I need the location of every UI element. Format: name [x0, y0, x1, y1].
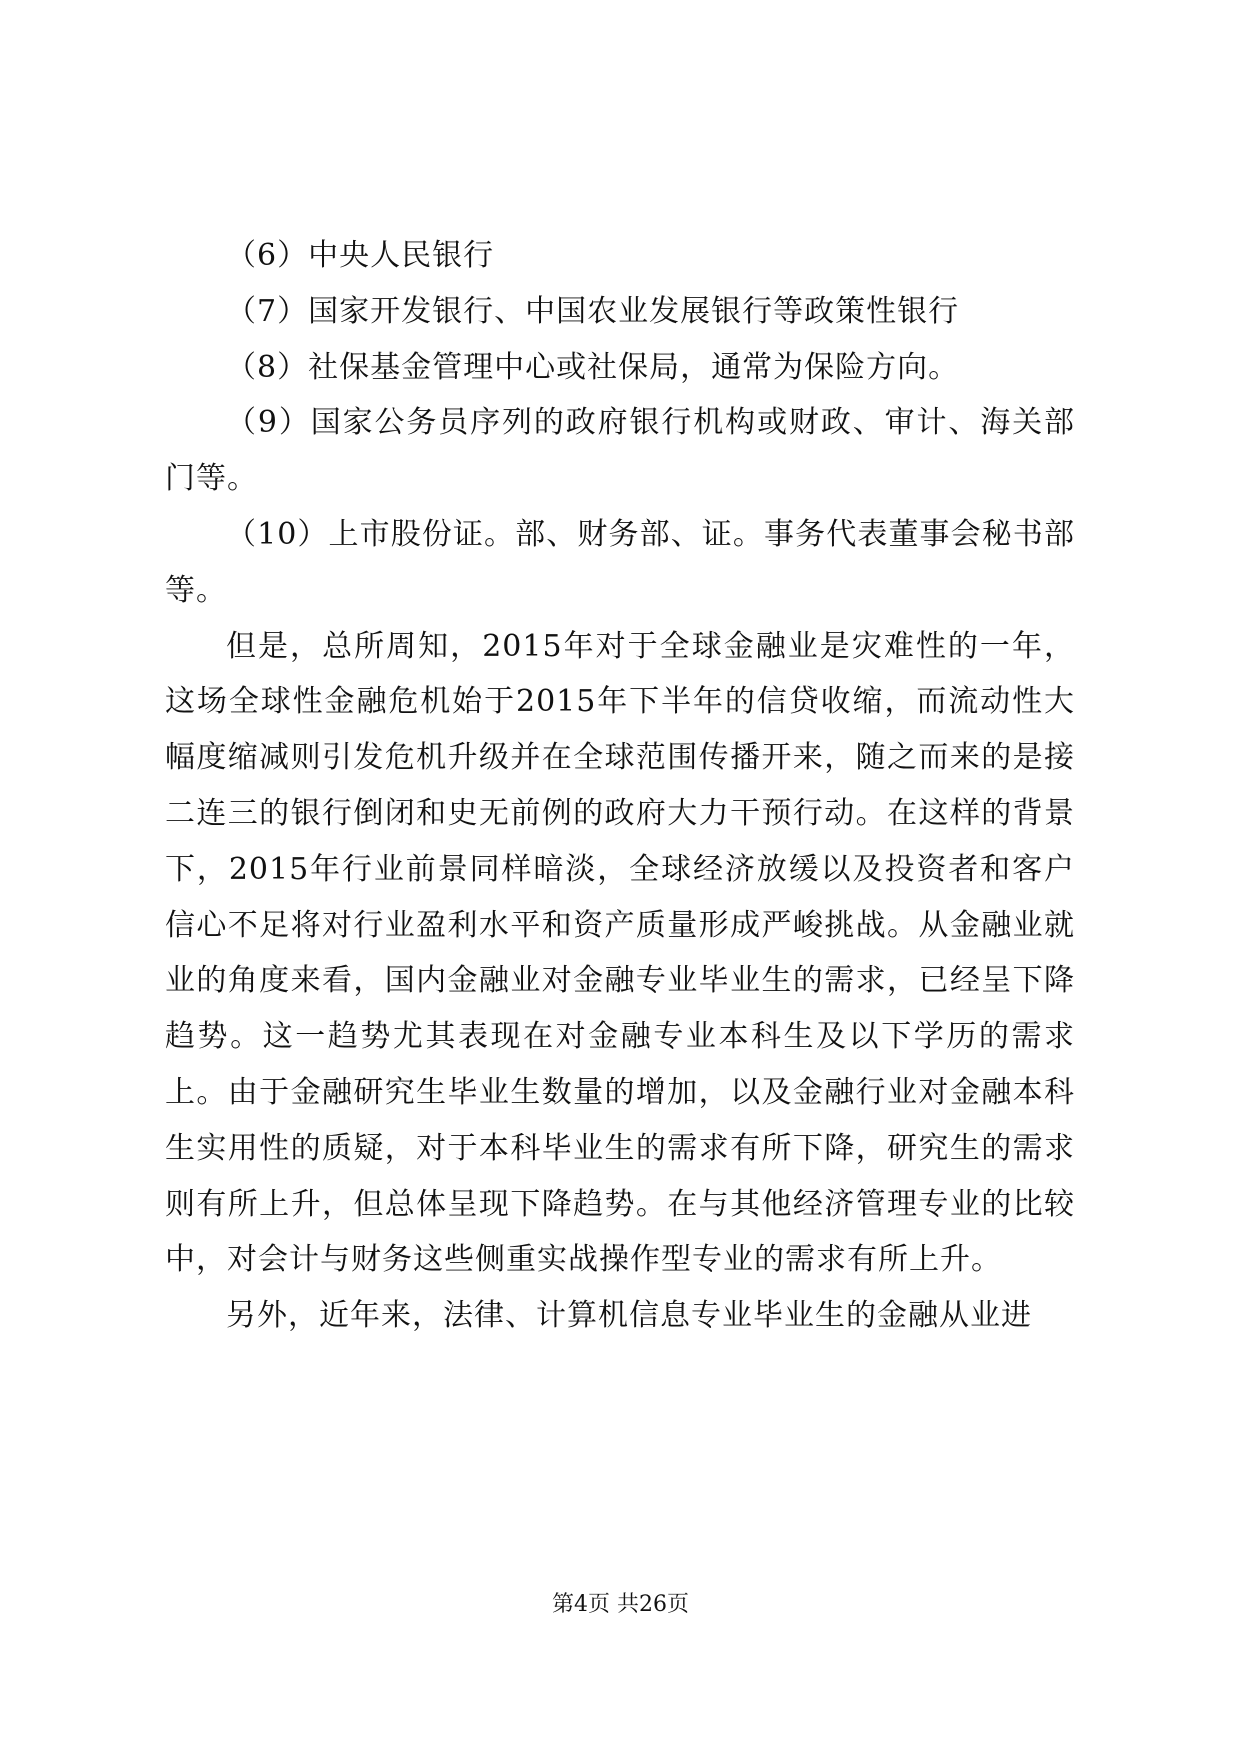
list-item-social-security: （8）社保基金管理中心或社保局，通常为保险方向。: [226, 349, 960, 385]
paragraph-financial-crisis: 但是，总所周知，2015年对于全球金融业是灾难性的一年，这场全球性金融危机始于2015年下半年的信贷收缩，而流动性大幅度缩减则引发危机升级并在全球范围传播开来，随之而来的是接二连三的银行倒闭和史无前例的政府大力干预行动。在这样的背景下，2015年行业前景同样暗淡，全球经济放缓以及投资者和客户信心不足将对行业盈利水平和资产质量形成严峻挑战。从金融业就业的角度来看，国内金融业对金融专业毕业生的需求，已经呈下降趋势。这一趋势尤其表现在对金融专业本科生及以下学历的需求上。由于金融研究生毕业生数量的增加，以及金融行业对金融本科生实用性的质疑，对于本科毕业生的需求有所下降，研究生的需求则有所上升，但总体呈现下降趋势。在与其他经济管理专业的比较中，对会计与财务这些侧重实战操作型专业的需求有所上升。: [165, 628, 1075, 1278]
list-item-central-bank: （6）中央人民银行: [226, 238, 495, 273]
list-item-civil-service: （9）国家公务员序列的政府银行机构或财政、审计、海关部门等。: [165, 405, 1075, 497]
document-body: [165, 228, 1075, 1344]
paragraph-other-majors: 另外，近年来，法律、计算机信息专业毕业生的金融从业进: [226, 1298, 1032, 1334]
page-number-footer: 第4页 共26页: [552, 1592, 689, 1617]
list-item-listed-companies: （10）上市股份证。部、财务部、证。事务代表董事会秘书部等。: [165, 516, 1075, 608]
list-item-policy-banks: （7）国家开发银行、中国农业发展银行等政策性银行: [226, 293, 960, 329]
